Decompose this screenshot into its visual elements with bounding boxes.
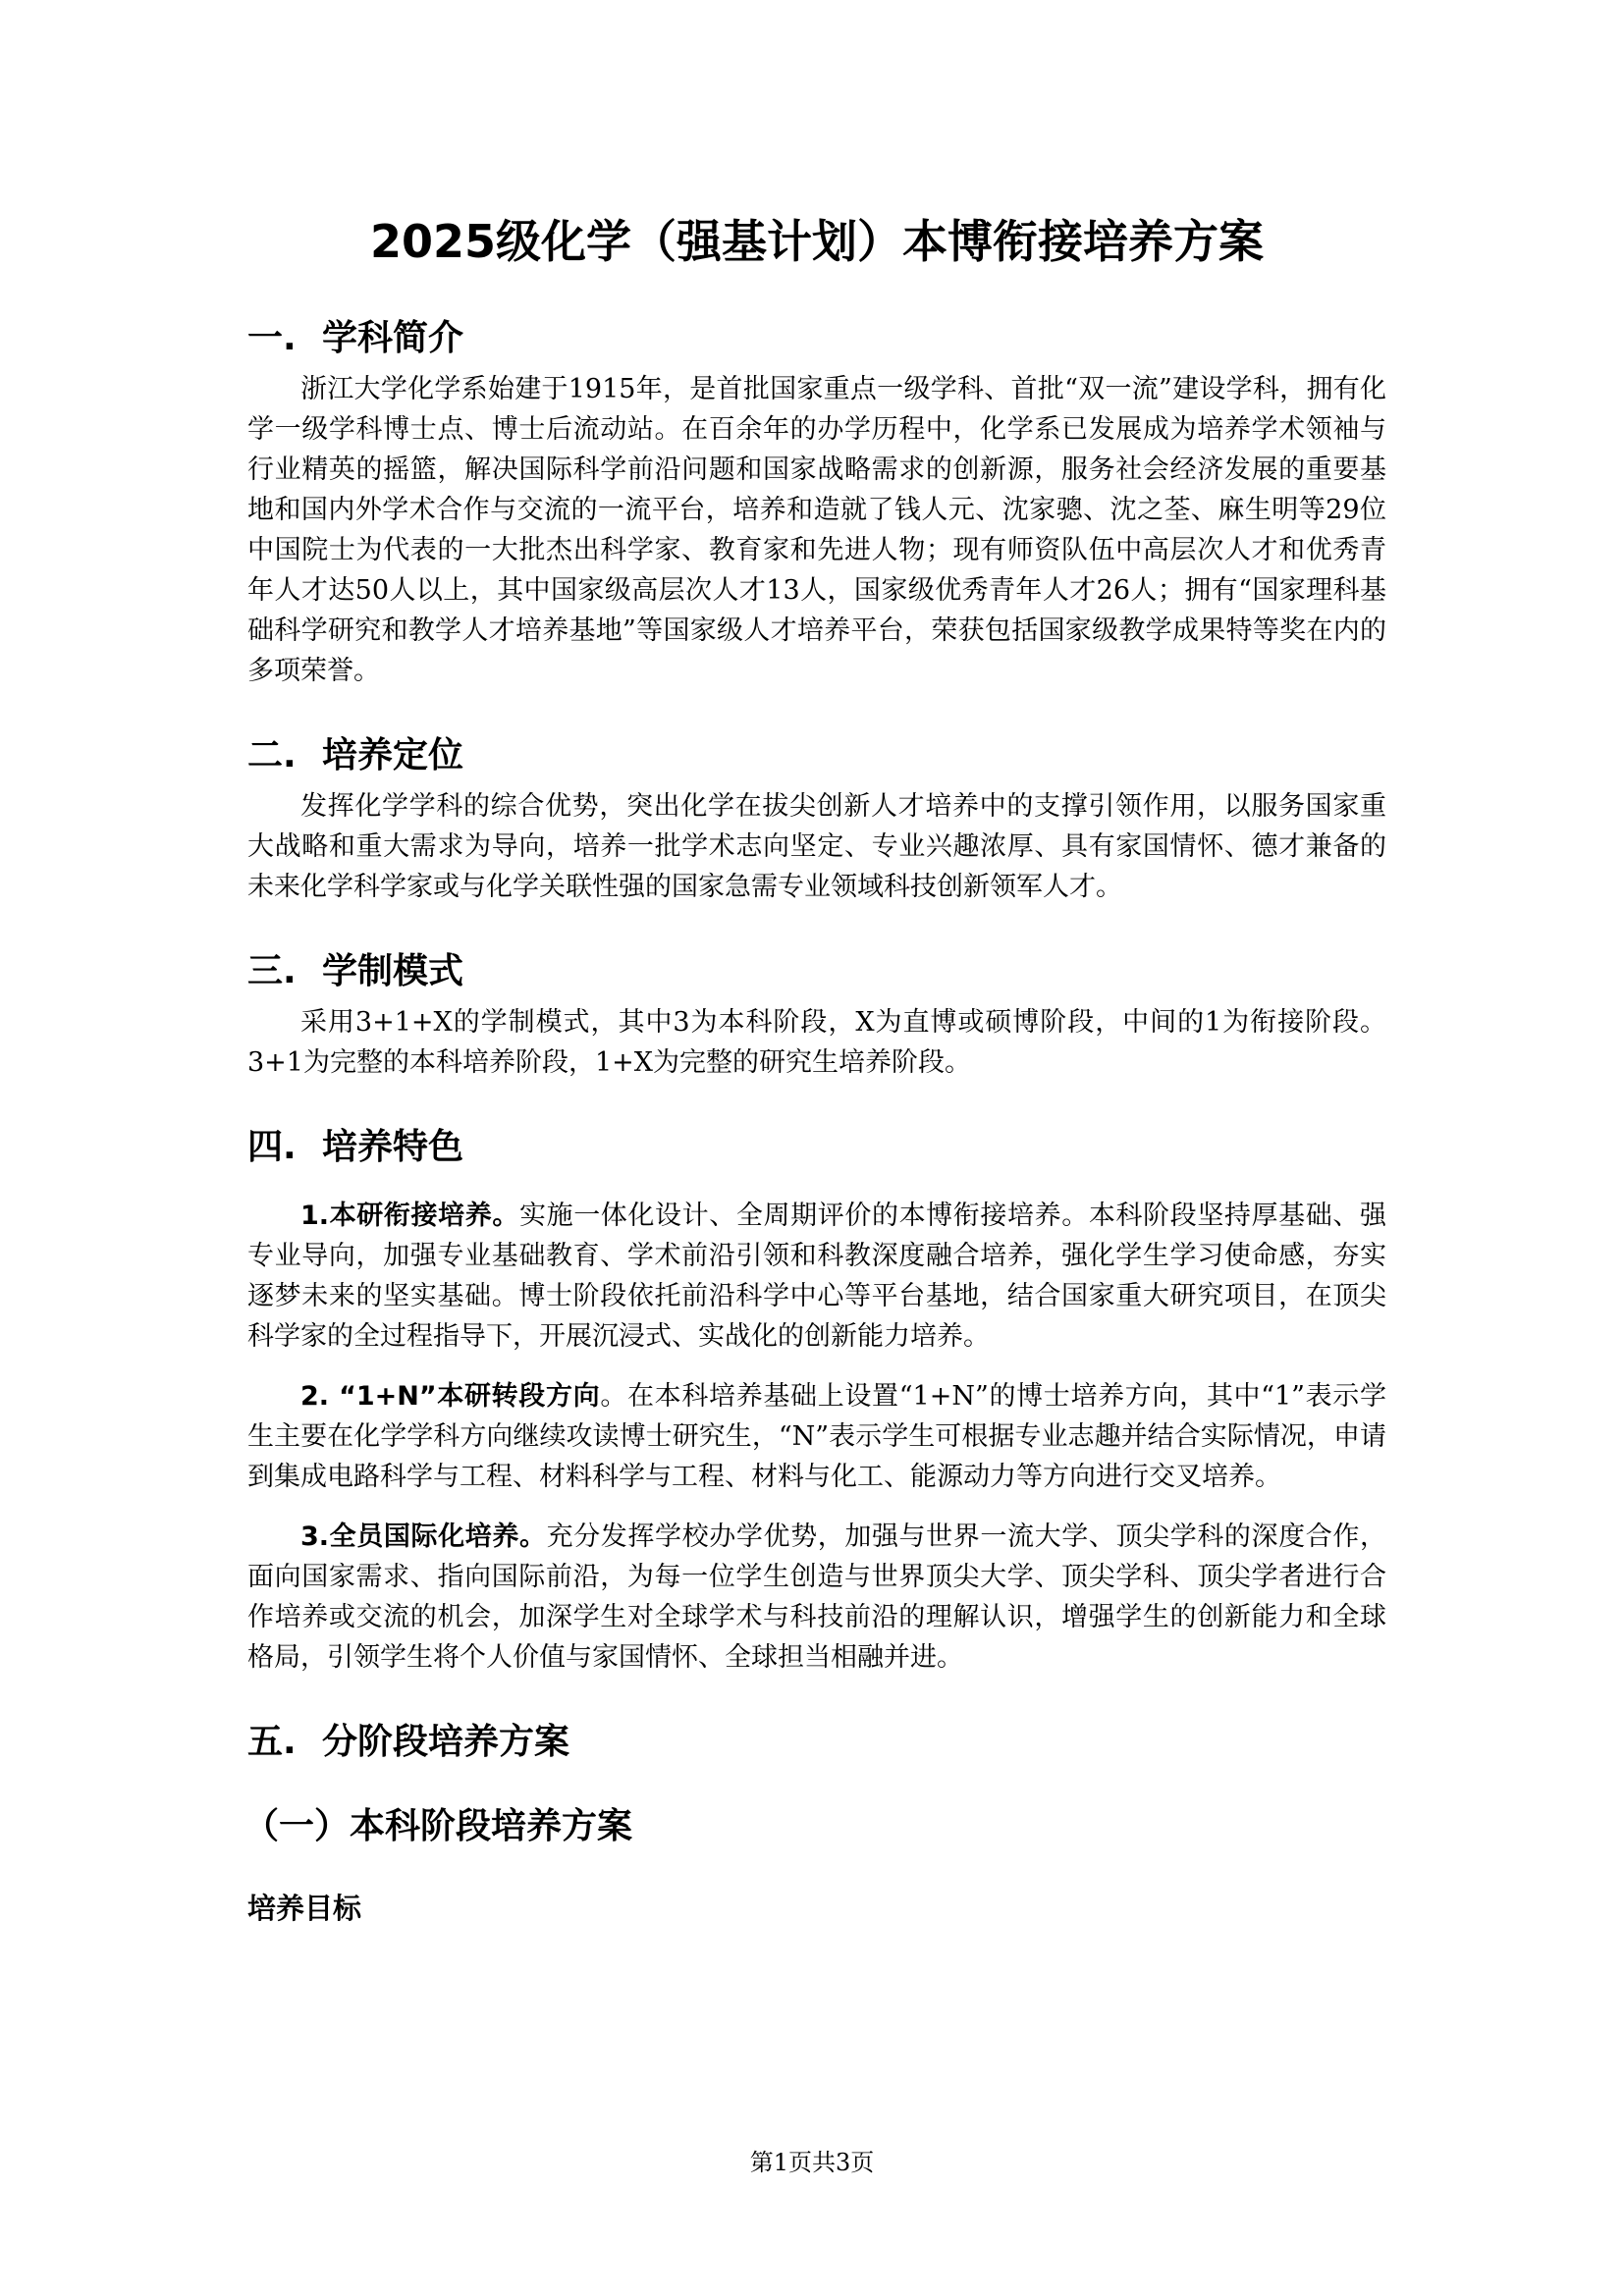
section-title: 分阶段培养方案 xyxy=(322,1722,570,1762)
feature-lead: 3.全员国际化培养。 xyxy=(300,1522,547,1552)
section-heading-schooling-mode xyxy=(247,949,1386,994)
feature-lead: 1.本研衔接培养。 xyxy=(300,1201,519,1231)
feature-text: 实施一体化设计、全周期评价的本博衔接培养。本科阶段坚持厚基础、强专业导向，加强专业基础教育、学术前沿引领和科教深度融合培养，强化学生学习使命感，夯实逐梦未来的坚实基础。博士阶段依托前沿科学中心等平台基地，结合国家重大研究项目，在顶尖科学家的全过程指导下，开展沉浸式、实战化的创新能力培养。 xyxy=(247,1201,1387,1352)
subsection-heading: （一）本科阶段培养方案 xyxy=(244,1806,633,1846)
section-heading-staged-plan xyxy=(247,1720,1386,1765)
feature-lead: 2. “1+N”本研转段方向 xyxy=(300,1381,601,1412)
section-title: 培养定位 xyxy=(322,735,464,775)
feature-text: 充分发挥学校办学优势，加强与世界一流大学、顶尖学科的深度合作，面向国家需求、指向国际前沿，为每一位学生创造与世界顶尖大学、顶尖学科、顶尖学者进行合作培养或交流的机会，加深学生对全球学术与科技前沿的理解认识，增强学生的创新能力和全球格局，引领学生将个人价值与家国情怀、全球担当相融并进。 xyxy=(247,1522,1387,1673)
section-number: 二. xyxy=(247,735,297,775)
feature-item xyxy=(247,1196,1386,1357)
feature-item xyxy=(247,1376,1386,1497)
section-paragraph-intro: 浙江大学化学系始建于1915年，是首批国家重点一级学科、首批“双一流”建设学科，拥有化学一级学科博士点、博士后流动站。在百余年的办学历程中，化学系已发展成为培养学术领袖与行业精英的摇篮，解决国际科学前沿问题和国家战略需求的创新源，服务社会经济发展的重要基地和国内外学术合作与交流的一流平台，培养和造就了钱人元、沈家骢、沈之荃、麻生明等29位中国院士为代表的一大批杰出科学家、教育家和先进人物；现有师资队伍中高层次人才和优秀青年人才达50人以上，其中国家级高层次人才13人，国家级优秀青年人才26人；拥有“国家理科基础科学研究和教学人才培养基地”等国家级人才培养平台，荣获包括国家级教学成果特等奖在内的多项荣誉。 xyxy=(247,374,1386,686)
minor-heading: 培养目标 xyxy=(247,1892,362,1925)
section-title: 学科简介 xyxy=(322,318,464,358)
section-heading-positioning xyxy=(247,733,1386,778)
section-number: 一. xyxy=(247,318,297,358)
section-paragraph-positioning: 发挥化学学科的综合优势，突出化学在拔尖创新人才培养中的支撑引领作用，以服务国家重大战略和重大需求为导向，培养一批学术志向坚定、专业兴趣浓厚、具有家国情怀、德才兼备的未来化学科学家或与化学关联性强的国家急需专业领域科技创新领军人才。 xyxy=(247,791,1386,902)
section-heading-features xyxy=(247,1125,1386,1170)
section-title: 培养特色 xyxy=(322,1127,464,1167)
feature-item xyxy=(247,1517,1386,1678)
document-title: 2025级化学（强基计划）本博衔接培养方案 xyxy=(369,215,1265,268)
section-number: 三. xyxy=(247,951,297,991)
section-number: 四. xyxy=(247,1127,297,1167)
page-footer: 第1页共3页 xyxy=(749,2149,875,2176)
section-heading-intro xyxy=(247,316,1386,361)
section-number: 五. xyxy=(247,1722,297,1762)
section-paragraph-schooling-mode: 采用3+1+X的学制模式，其中3为本科阶段，X为直博或硕博阶段，中间的1为衔接阶段。3+1为完整的本科培养阶段，1+X为完整的研究生培养阶段。 xyxy=(247,1007,1386,1078)
section-title: 学制模式 xyxy=(322,951,464,991)
document-body xyxy=(244,214,1387,1928)
feature-text: 。在本科培养基础上设置“1+N”的博士培养方向，其中“1”表示学生主要在化学学科方向继续攻读博士研究生，“N”表示学生可根据专业志趣并结合实际情况，申请到集成电路科学与工程、材料科学与工程、材料与化工、能源动力等方向进行交叉培养。 xyxy=(247,1381,1386,1492)
